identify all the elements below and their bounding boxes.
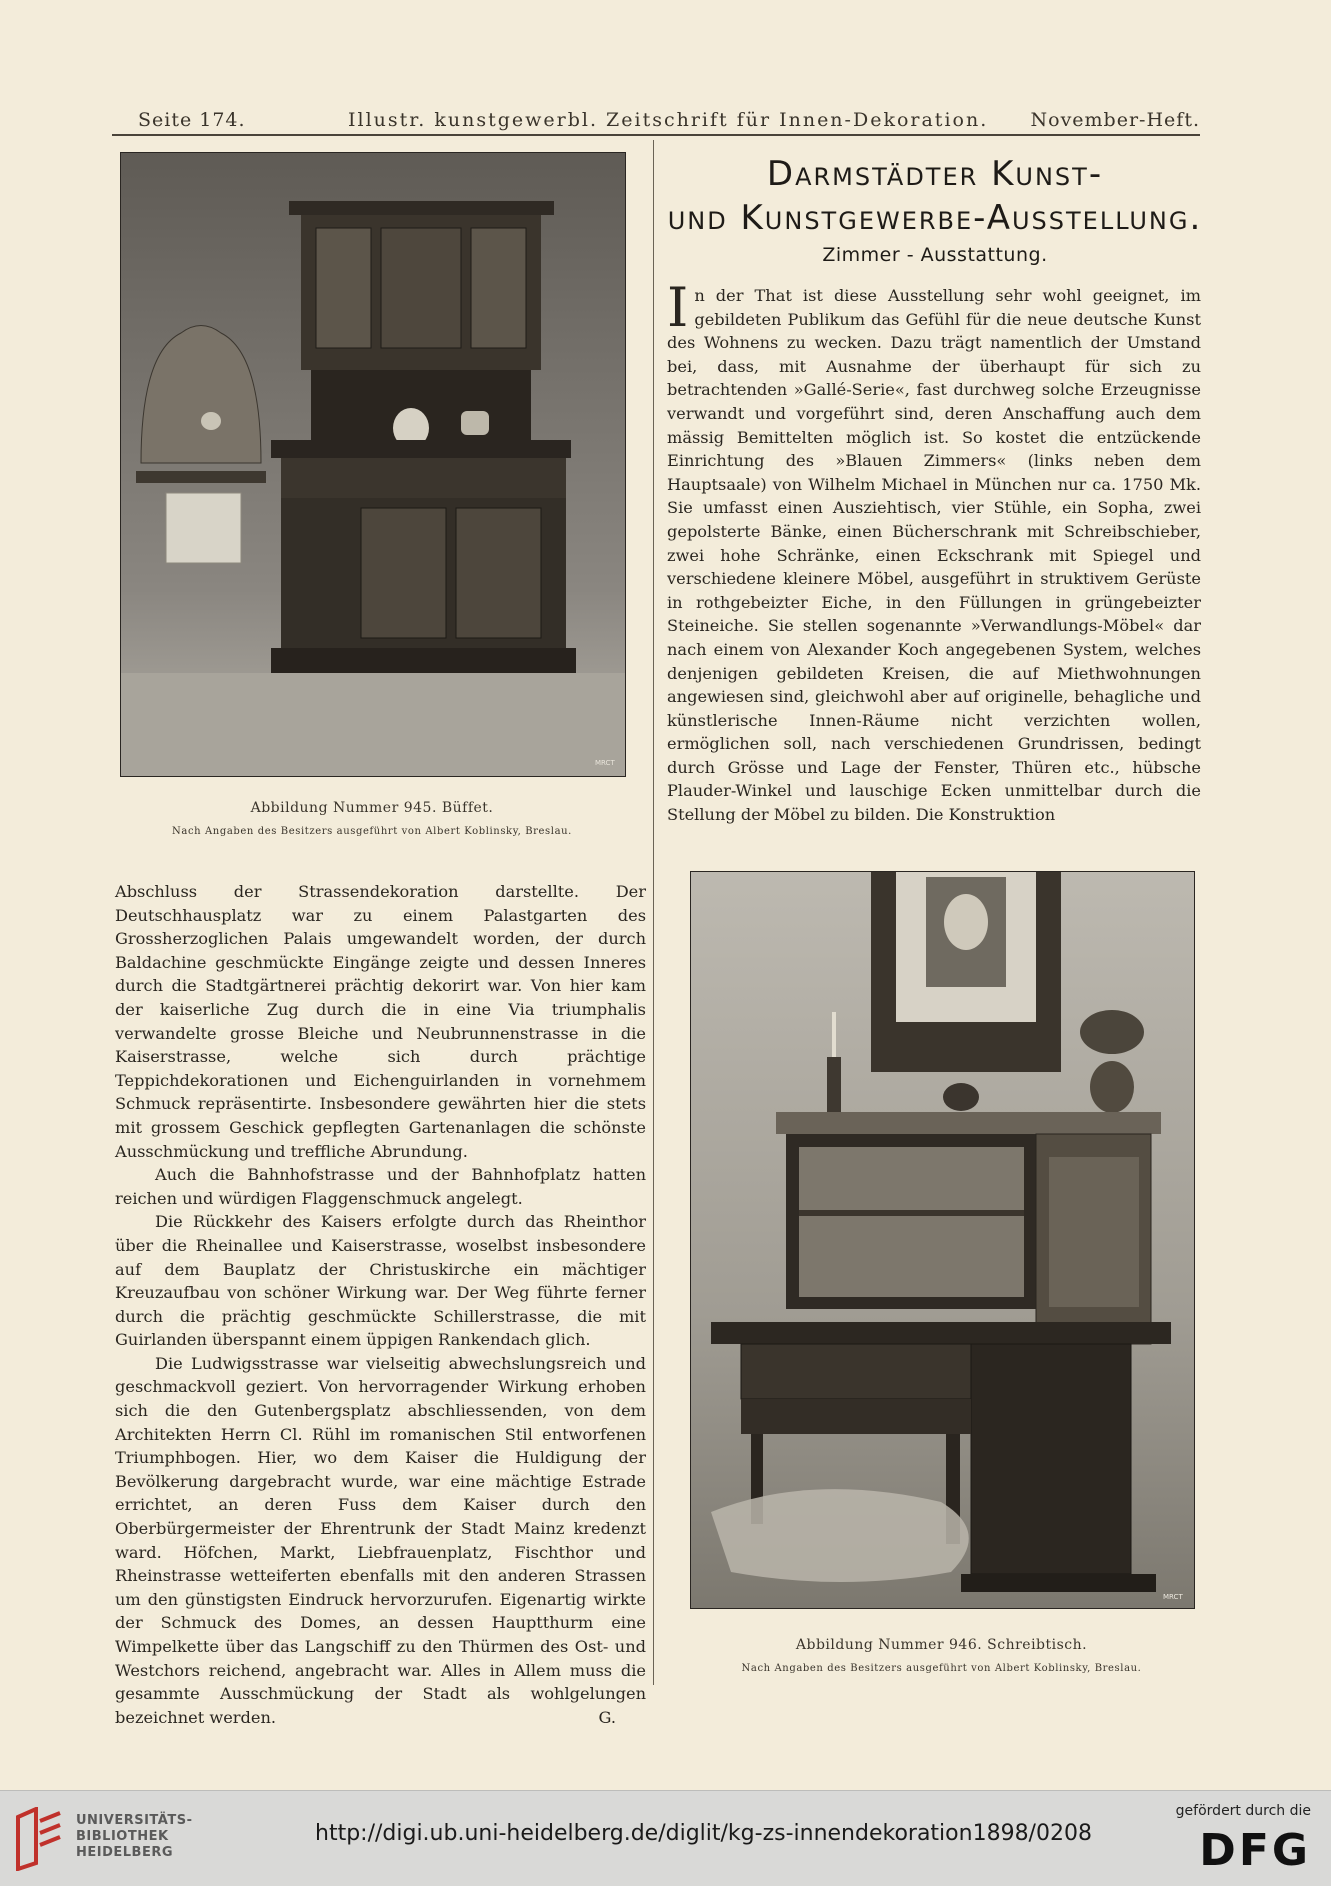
photo-mark: MRCT	[595, 759, 615, 767]
title-line-1: Darmstädter Kunst-	[766, 154, 1104, 194]
signature: G.	[598, 1707, 616, 1727]
column-divider	[653, 140, 654, 1685]
figure-buffet-caption	[120, 800, 624, 837]
right-column-text	[667, 276, 1201, 836]
funded-by-label: gefördert durch die	[1175, 1803, 1311, 1819]
drop-cap: I	[667, 276, 689, 339]
library-name	[76, 1813, 192, 1861]
footer-bar	[0, 1790, 1331, 1886]
caption-credit: Nach Angaben des Besitzers ausgeführt von Albert Koblinsky, Breslau.	[741, 1663, 1142, 1674]
right-paragraph: n der That ist diese Ausstellung sehr wohl geeignet, im gebildeten Publikum das Gefühl für die neue deutsche Kunst des Wohnens zu wecken. Dazu trägt namentlich der Umstand bei, dass, mit Ausnahme der überhaupt für sich zu betrachtenden »Gallé-Serie«, fast durchweg solche Erzeugnisse verwandt und vorgeführt sind, deren Anschaffung auch dem mässig Bemittelten möglich ist. So kostet die entzückende Einrichtung des »Blauen Zimmers« (links neben dem Hauptsaale) von Wilhelm Michael in München nur ca. 1750 Mk. Sie umfasst einen Ausziehtisch, vier Stühle, ein Sopha, zwei gepolsterte Bänke, einen Bücherschrank mit Schreibschieber, zwei hohe Schränke, einen Eckschrank mit Spiegel und verschiedene kleinere Möbel, ausgeführt in struktivem Gerüste in rothgebeizter Eiche, in den Füllungen in grüngebeizter Steineiche. Sie stellen sogenannte »Verwandlungs-Möbel« dar nach einem von Alexander Koch angegebenen System, welches denjenigen gebildeten Kreisen, die auf Miethwohnungen angewiesen sind, gleichwohl aber auf originelle, behagliche und künstlerische Innen-Räume nicht verzichten wollen, ermöglichen soll, nach verschiedenen Grundrissen, bedingt durch Grösse und Lage der Fenster, Thüren etc., hübsche Plauder-Winkel und lauschige Ecken unmittelbar durch die Stellung der Möbel zu bilden. Die Konstruktion	[667, 286, 1201, 825]
library-name-line-1: UNIVERSITÄTS-	[76, 1813, 193, 1828]
running-header	[130, 105, 1200, 133]
issue-label: November-Heft.	[1030, 109, 1200, 131]
dfg-logo: DFG	[1199, 1825, 1311, 1876]
figure-desk-photo	[690, 871, 1195, 1609]
page-number: Seite 174.	[138, 109, 246, 131]
article-subtitle: Zimmer - Ausstattung.	[822, 244, 1048, 266]
header-rule	[112, 134, 1200, 136]
left-paragraph-3: Die Rückkehr des Kaisers erfolgte durch das Rheinthor über die Rheinallee und Kaiserstrasse, woselbst insbesondere auf dem Bauplatz der Christuskirche ein mächtiger Kreuzaufbau von schöner Wirkung war. Der Weg führte ferner durch die prächtig geschmückte Schillerstrasse, die mit Guirlanden überspannt einem üppigen Rankendach glich.	[115, 1212, 646, 1350]
left-paragraph-2: Auch die Bahnhofstrasse und der Bahnhofplatz hatten reichen und würdigen Flaggenschmuck angelegt.	[115, 1165, 646, 1208]
left-column-text	[115, 880, 646, 1727]
article-title	[660, 152, 1210, 240]
caption-title: Abbildung Nummer 945. Büffet.	[250, 800, 494, 816]
caption-credit: Nach Angaben des Besitzers ausgeführt von Albert Koblinsky, Breslau.	[172, 826, 572, 837]
left-paragraph-1: Abschluss der Strassendekoration darstellte. Der Deutschhausplatz war zu einem Palastgarten des Grossherzoglichen Palais umgewandelt worden, der durch Baldachine geschmückte Eingänge zeigte und dessen Inneres durch die Stadtgärtnerei prächtig dekorirt war. Von hier kam der kaiserliche Zug durch die in eine Via triumphalis verwandelte grosse Bleiche und Neubrunnenstrasse in die Kaiserstrasse, welche sich durch prächtige Teppichdekorationen und Eichenguirlanden in vornehmem Schmuck repräsentirte. Insbesondere gewährten hier die stets mit grossem Geschick gepflegten Gartenanlagen die schönste Ausschmückung und treffliche Abrundung.	[115, 882, 646, 1161]
caption-title: Abbildung Nummer 946. Schreibtisch.	[795, 1637, 1088, 1653]
figure-buffet-photo	[120, 152, 626, 777]
permalink-url[interactable]: http://digi.ub.uni-heidelberg.de/diglit/kg-zs-innendekoration1898/0208	[315, 1821, 1092, 1846]
journal-title: Illustr. kunstgewerbl. Zeitschrift für Innen-Dekoration.	[348, 109, 989, 131]
left-paragraph-4: Die Ludwigsstrasse war vielseitig abwechslungsreich und geschmackvoll geziert. Von hervorragender Wirkung erhoben sich die den Gutenbergsplatz abschliessenden, von dem Architekten Herrn Cl. Rühl im romanischen Stil entworfenen Triumphbogen. Hier, wo dem Kaiser die Huldigung der Bevölkerung dargebracht wurde, war eine mächtige Estrade errichtet, an deren Fuss dem Kaiser durch den Oberbürgermeister der Ehrentrunk der Stadt Mainz kredenzt ward. Höfchen, Markt, Liebfrauenplatz, Fischthor und Rheinstrasse wetteiferten ebenfalls mit den anderen Strassen um den günstigsten Eindruck hervorzurufen. Eigenartig wirkte der Schmuck des Domes, an dessen Hauptthurm eine Wimpelkette über das Langschiff zu den Thürmen des Ost- und Westchors reichend, angebracht war. Alles in Allem muss die gesammte Ausschmückung der Stadt als wohlgelungen bezeichnet werden.	[115, 1353, 646, 1727]
figure-desk-caption	[690, 1637, 1193, 1674]
title-line-2: und Kunstgewerbe-Ausstellung.	[667, 198, 1203, 238]
library-name-line-2: BIBLIOTHEK	[76, 1829, 169, 1844]
university-library-logo-icon	[14, 1807, 68, 1871]
photo-mark: MRCT	[1163, 1593, 1183, 1601]
library-name-line-3: HEIDELBERG	[76, 1845, 174, 1860]
